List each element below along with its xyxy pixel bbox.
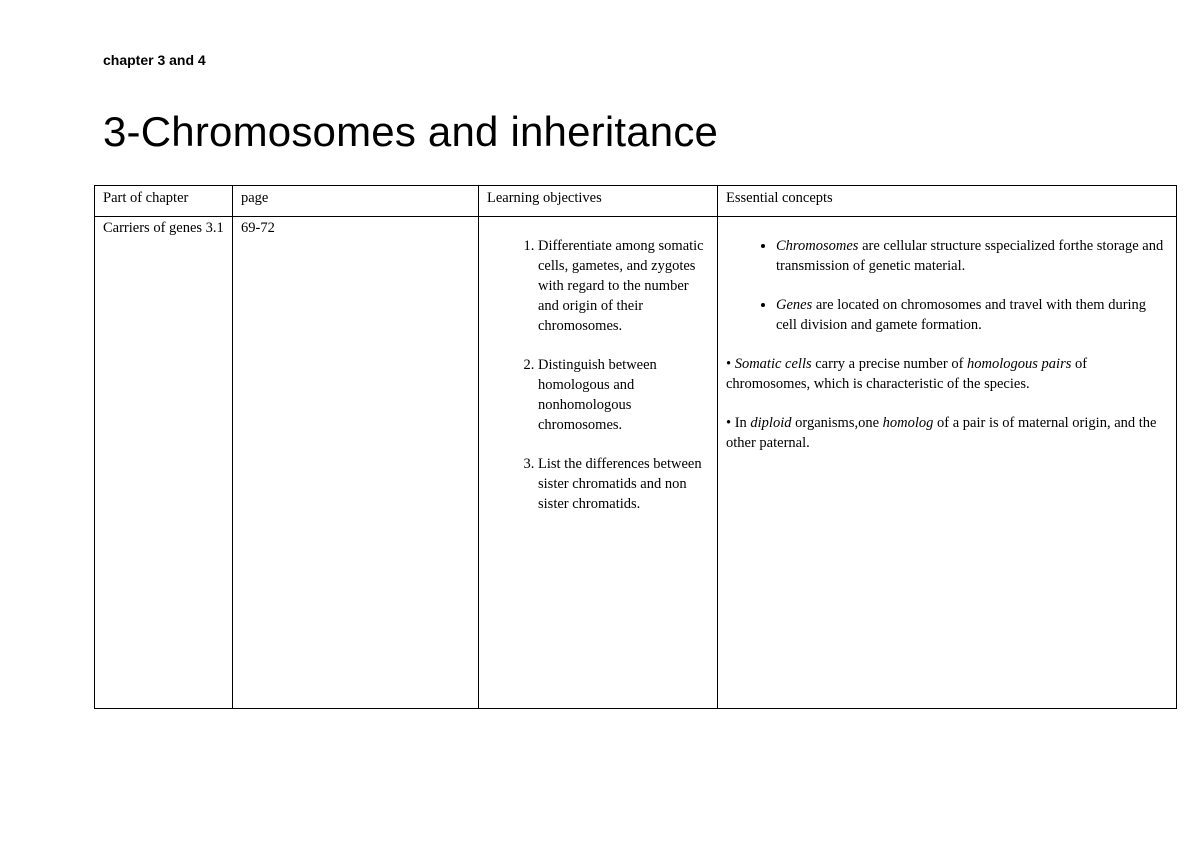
concept-term: Somatic cells — [734, 356, 812, 372]
concept-paragraph — [726, 413, 1168, 453]
objectives-list — [487, 236, 709, 514]
table-header-row — [95, 186, 1177, 217]
header-learning-objectives: Learning objectives — [479, 186, 718, 217]
cell-page: 69-72 — [233, 217, 479, 709]
concept-term: homologous pairs — [967, 356, 1072, 372]
bullet-glyph: • — [726, 356, 735, 372]
concepts-list — [726, 236, 1168, 335]
header-essential-concepts: Essential concepts — [718, 186, 1177, 217]
concept-paragraph — [726, 354, 1168, 394]
concept-text: organisms,one — [791, 415, 883, 431]
header-part-of-chapter: Part of chapter — [95, 186, 233, 217]
table-row — [95, 217, 1177, 709]
concept-item — [776, 295, 1168, 335]
objective-item: 1. Differentiate among somatic cells, gametes, and zygotes with regard to the number and origin of their chromosomes. — [538, 236, 709, 336]
objective-item: 2. Distinguish between homologous and nonhomologous chromosomes. — [538, 355, 709, 435]
concept-text: carry a precise number of — [811, 356, 968, 372]
cell-part-of-chapter: Carriers of genes 3.1 — [95, 217, 233, 709]
objectives-table — [94, 185, 1177, 709]
bullet-glyph: • In — [726, 415, 751, 431]
concept-text: of chromosomes, which is characteristic of the species. — [726, 356, 1088, 392]
concept-text: are cellular structure sspecialized forthe storage and transmission of genetic material. — [776, 238, 1164, 274]
cell-essential-concepts — [718, 217, 1177, 709]
concept-text: of a pair is of maternal origin, and the other paternal. — [726, 415, 1157, 451]
page-title: 3-Chromosomes and inheritance — [103, 108, 719, 155]
concept-text: are located on chromosomes and travel with them during cell division and gamete formation. — [776, 297, 1147, 333]
header-page: page — [233, 186, 479, 217]
header-note: chapter 3 and 4 — [103, 52, 206, 68]
concept-term: homolog — [882, 415, 934, 431]
concept-term: diploid — [750, 415, 792, 431]
cell-learning-objectives — [479, 217, 718, 709]
objective-item: 3. List the differences between sister chromatids and non sister chromatids. — [538, 454, 709, 514]
concept-term: Genes — [776, 297, 813, 313]
concept-item — [776, 236, 1168, 276]
concept-term: Chromosomes — [776, 238, 859, 254]
